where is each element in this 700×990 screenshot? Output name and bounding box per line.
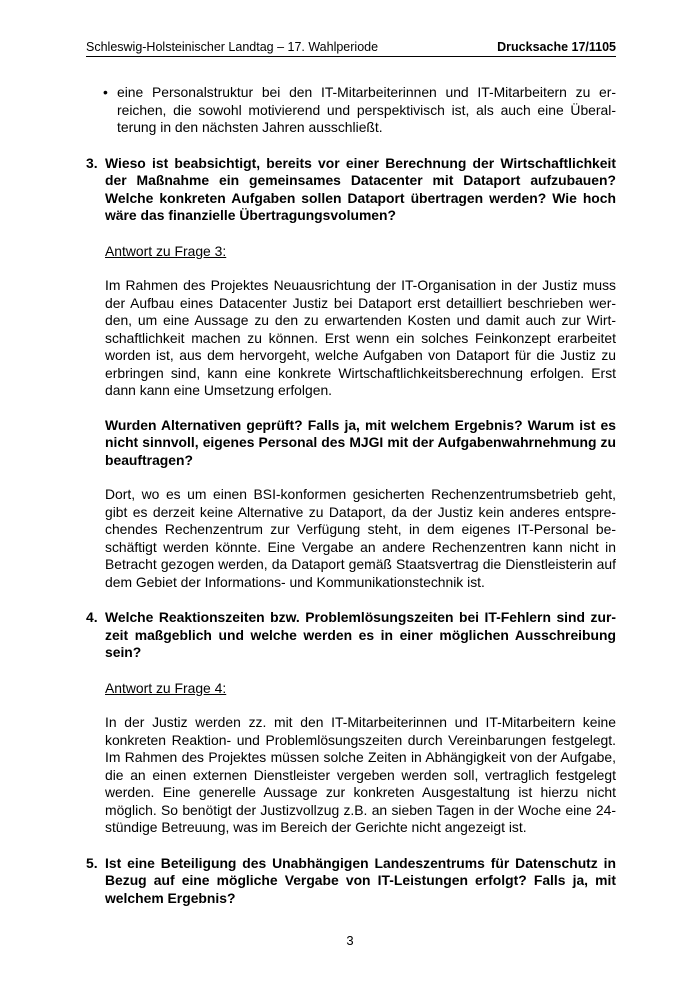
answer-3-followup: Dort, wo es um einen BSI-konformen gesicherten Rechenzentrumsbetrieb geht, gibt es derzeit keine Alternative zu Dataport, da der Justiz kein anderes entsprechendes Rechenzentrum zur Verfügung steht, in dem eigenes IT-Personal beschäftigt werden könnte. Eine Vergabe an andere Rechenzentren kann nicht in Betracht gezogen werden, da Dataport gemäß Staatsvertrag die Dienstleisterin auf dem Gebiet der Informations- und Kommunikationstechnik ist. [105,486,616,590]
document-body [86,84,616,907]
bullet-text: eine Personalstruktur bei den IT-Mitarbeiterinnen und IT-Mitarbeitern zu erreichen, die sowohl motivierend und perspektivisch ist, als auch eine Überalterung in den nächsten Jahren ausschließt. [117,84,616,135]
question-3 [86,155,616,225]
answer-4-heading: Antwort zu Frage 4: [105,679,227,696]
answer-3-heading-row [86,243,616,261]
question-4 [86,609,616,662]
question-4-number: 4. [86,609,98,625]
header-parliament: Schleswig-Holsteinischer Landtag – 17. Wahlperiode [86,40,379,54]
question-5-text: Ist eine Beteiligung des Unabhängigen Landeszentrums für Datenschutz in Bezug auf eine mögliche Vergabe von IT-Leistungen erfolgt? Falls ja, mit welchem Ergebnis? [105,854,616,906]
question-5 [86,855,616,908]
bullet-item [86,84,616,137]
question-3-text: Wieso ist beabsichtigt, bereits vor einer Berechnung der Wirtschaftlichkeit der Maßnahme ein gemeinsames Datacenter mit Dataport aufzubauen? Welche konkreten Aufgaben sollen Dataport übertragen werden? Wie hoch wäre das finanzielle Übertragungsvolumen? [105,154,616,223]
page-header [86,40,616,57]
question-4-text: Welche Reaktionszeiten bzw. Problemlösungszeiten bei IT-Fehlern sind zurzeit maßgeblich und welche werden es in einer möglichen Ausschreibung sein? [105,609,616,660]
header-document-number: Drucksache 17/1105 [497,40,616,54]
question-3-number: 3. [86,154,98,171]
answer-3-heading: Antwort zu Frage 3: [105,242,227,259]
answer-4-heading-row [86,680,616,698]
question-5-number: 5. [86,854,98,871]
question-3-followup: Wurden Alternativen geprüft? Falls ja, mit welchem Ergebnis? Warum ist es nicht sinnvoll, eigenes Personal des MJGI mit der Aufgabenwahrnehmung zu beauftragen? [105,416,616,468]
page-number: 3 [346,933,354,948]
bullet-marker: • [103,84,108,100]
answer-3-text: Im Rahmen des Projektes Neuausrichtung der IT-Organisation in der Justiz muss der Aufbau eines Datacenter Justiz bei Dataport erst detailliert beschrieben werden, um eine Aussage zu den zu erwartenden Kosten und damit auch zur Wirtschaftlichkeit machen zu können. Erst wenn ein solches Feinkonzept erarbeitet worden ist, aus dem hervorgeht, welche Aufgaben von Dataport für die Justiz zu erbringen sind, kann eine konkrete Wirtschaftlichkeitsberechnung erfolgen. Erst dann kann eine Umsetzung erfolgen. [105,277,616,398]
answer-4-text: In der Justiz werden zz. mit den IT-Mitarbeiterinnen und IT-Mitarbeitern keine konkreten Reaktion- und Problemlösungszeiten durch Vereinbarungen festgelegt. Im Rahmen des Projektes müssen solche Zeiten in Abhängigkeit von der Aufgabe, die an einen externen Dienstleister vergeben werden soll, vertraglich festgelegt werden. Eine generelle Aussage zur konkreten Ausgestaltung ist hierzu nicht möglich. So benötigt der Justizvollzug z.B. an sieben Tagen in der Woche eine 24-stündige Betreuung, was im Bereich der Gerichte nicht angezeigt ist. [105,714,616,835]
